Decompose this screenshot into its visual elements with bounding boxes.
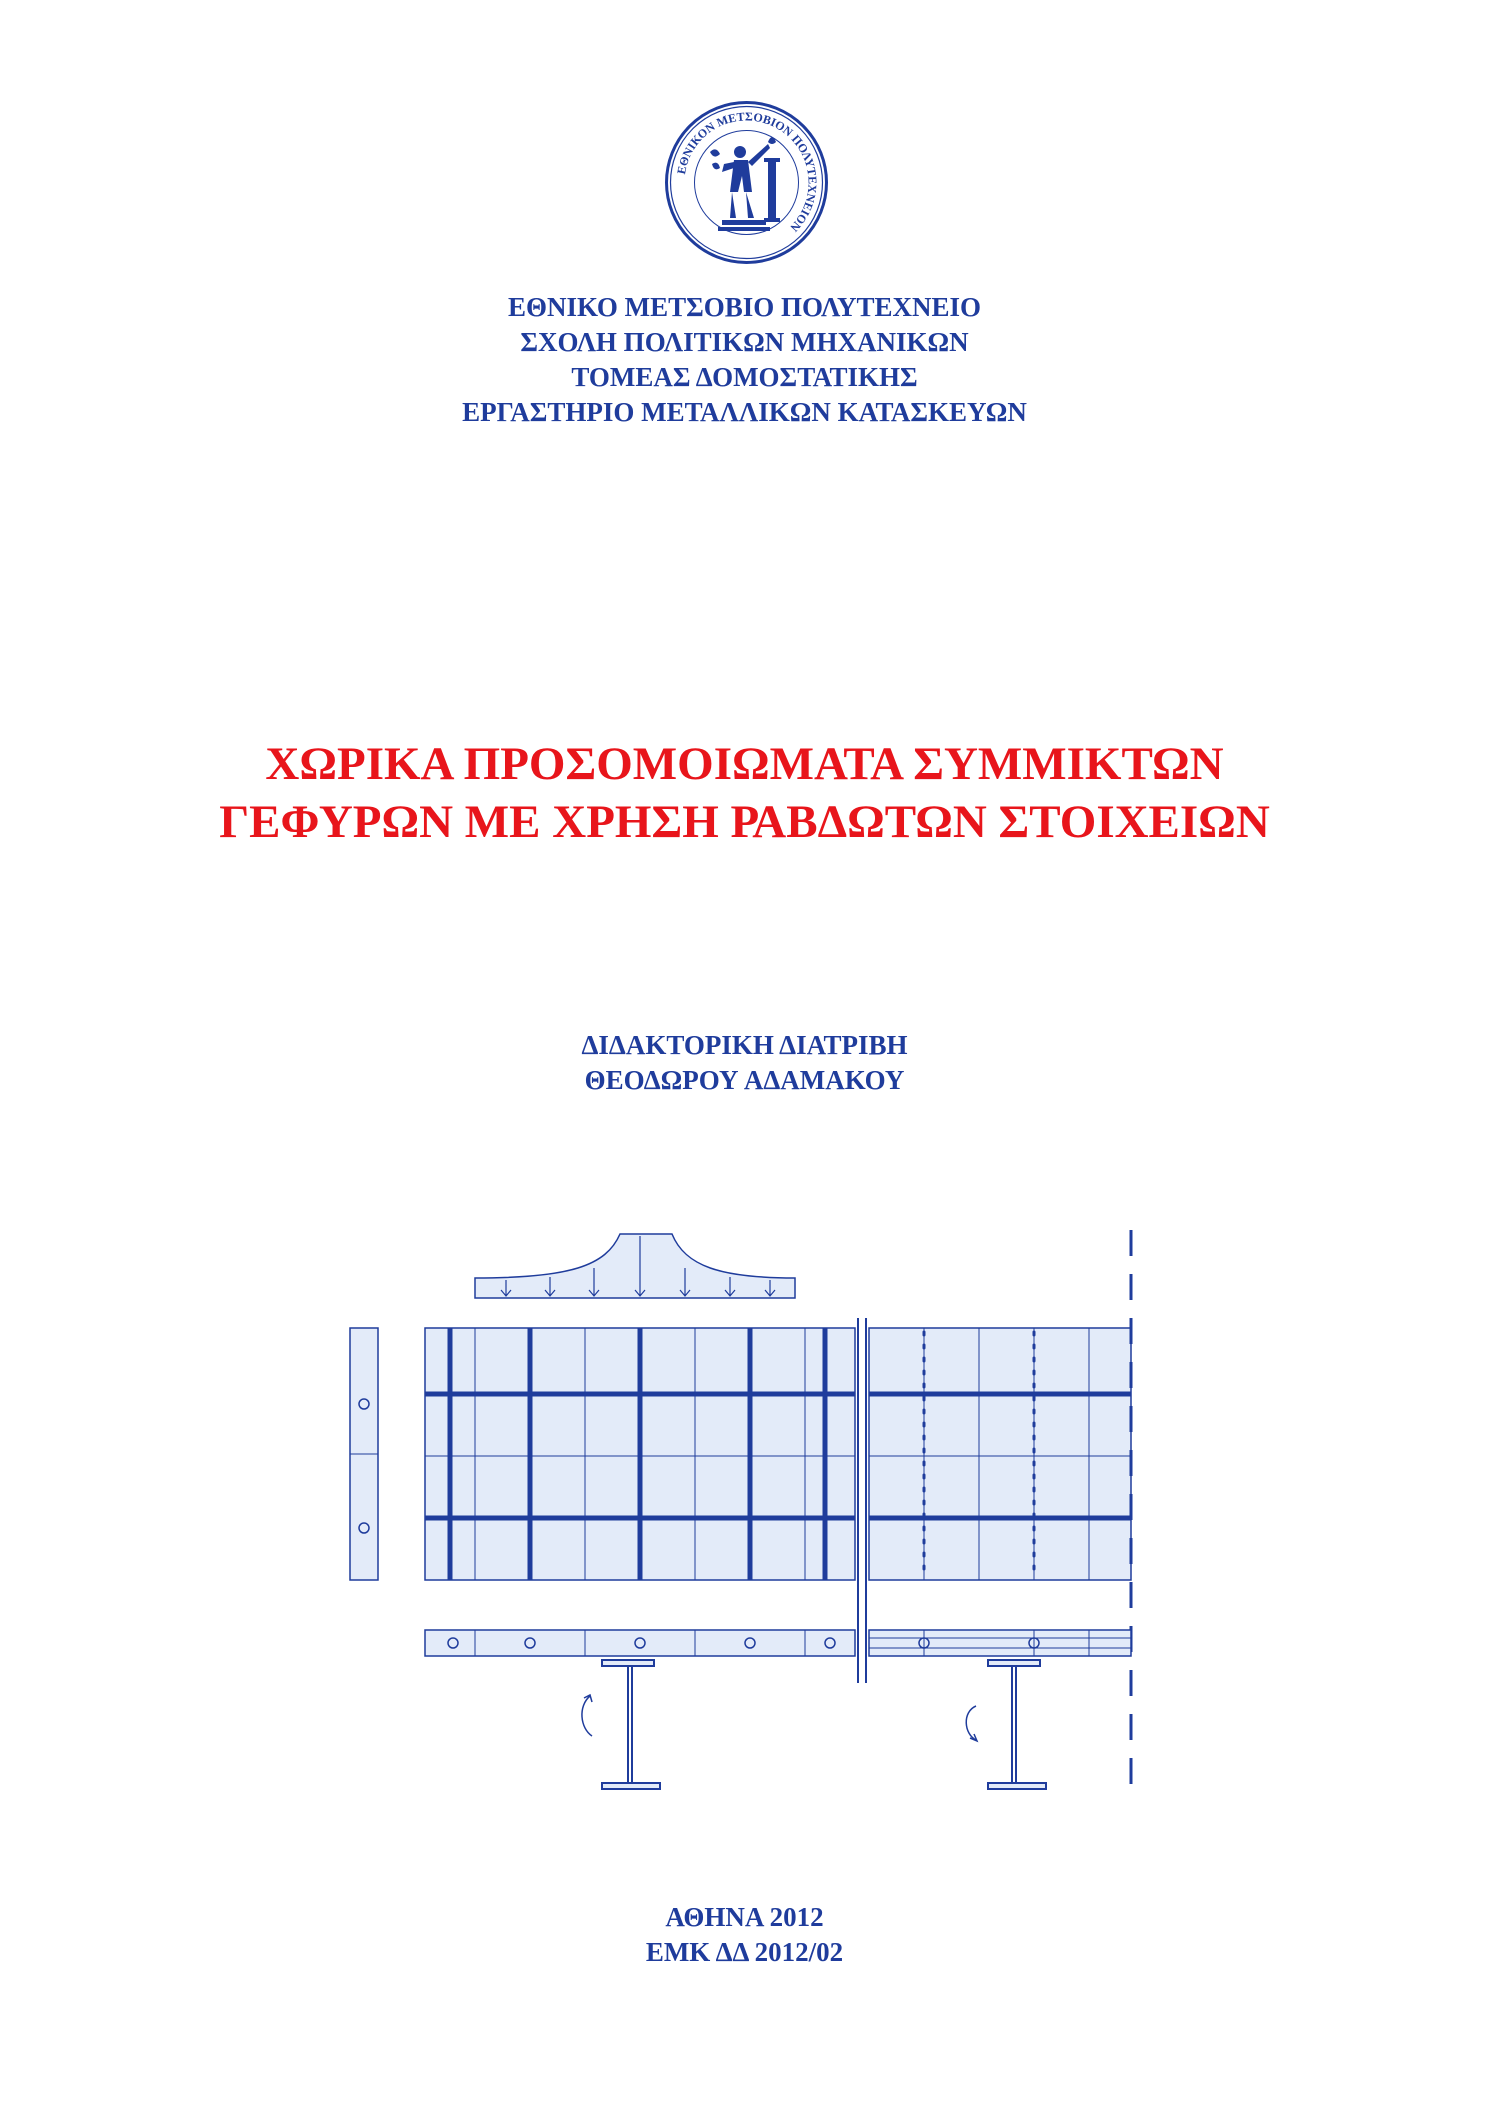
university-name: ΕΘΝΙΚΟ ΜΕΤΣΟΒΙΟ ΠΟΛΥΤΕΧΝΕΙΟ [508, 292, 981, 322]
university-seal-logo [664, 100, 829, 265]
thesis-title-line-1: ΧΩΡΙΚΑ ΠΡΟΣΟΜΟΙΩΜΑΤΑ ΣΥΜΜΙΚΤΩΝ [265, 738, 1224, 790]
seal-ring-text: ΕΘΝΙΚΟΝ ΜΕΤΣΟΒΙΟΝ ΠΟΛΥΤΕΧΝΕΙΟΝ [674, 109, 820, 235]
thesis-type: ΔΙΔΑΚΤΟΡΙΚΗ ΔΙΑΤΡΙΒΗ [581, 1030, 908, 1060]
thesis-author: ΘΕΟΔΩΡΟΥ ΑΔΑΜΑΚΟΥ [584, 1065, 905, 1095]
thesis-info [0, 1028, 1489, 1098]
department-name: ΤΟΜΕΑΣ ΔΟΜΟΣΤΑΤΙΚΗΣ [571, 362, 918, 392]
thesis-title-line-2: ΓΕΦΥΡΩΝ ΜΕ ΧΡΗΣΗ ΡΑΒΔΩΤΩΝ ΣΤΟΙΧΕΙΩΝ [219, 796, 1270, 848]
bridge-grillage-illustration [340, 1228, 1140, 1808]
report-code: ΕΜΚ ΔΔ 2012/02 [645, 1937, 844, 1967]
institution-block [0, 290, 1489, 430]
school-name: ΣΧΟΛΗ ΠΟΛΙΤΙΚΩΝ ΜΗΧΑΝΙΚΩΝ [520, 327, 969, 357]
thesis-title [0, 735, 1489, 851]
laboratory-name: ΕΡΓΑΣΤΗΡΙΟ ΜΕΤΑΛΛΙΚΩΝ ΚΑΤΑΣΚΕΥΩΝ [462, 397, 1027, 427]
place-year: ΑΘΗΝΑ 2012 [665, 1902, 824, 1932]
footer [0, 1900, 1489, 1970]
